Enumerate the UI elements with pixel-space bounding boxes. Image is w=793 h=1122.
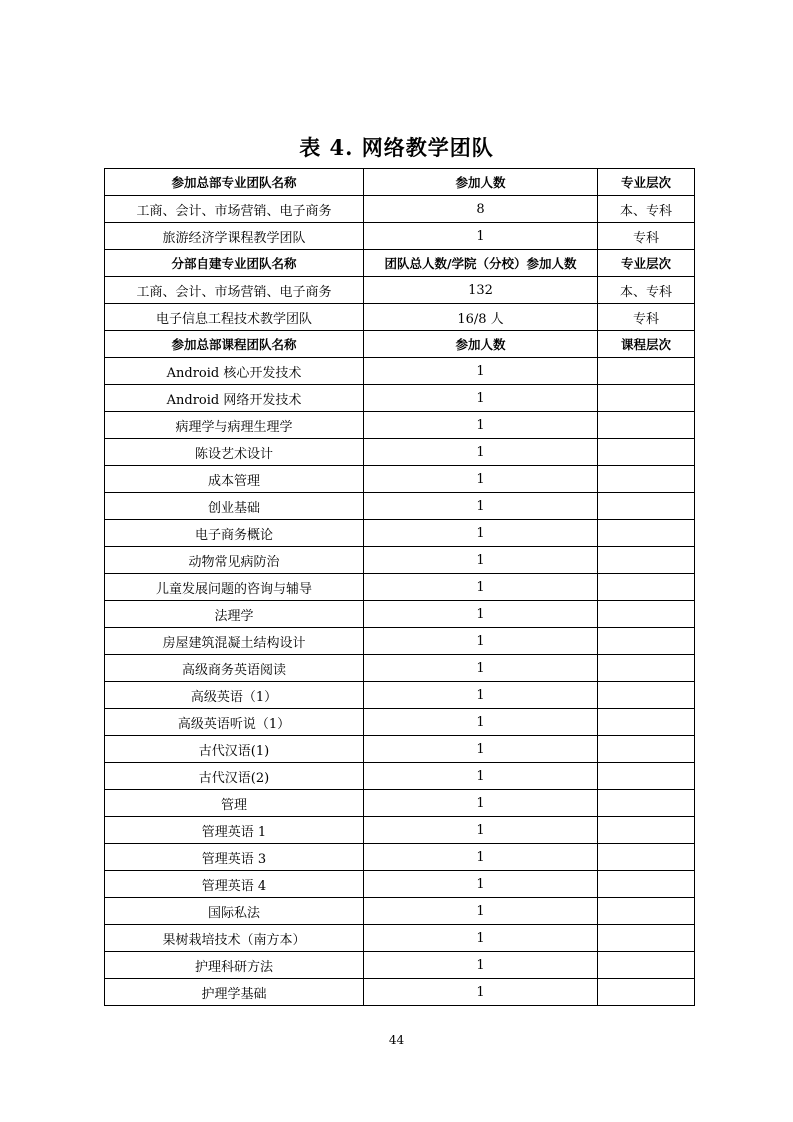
section-header-row [105, 169, 695, 196]
column-header: 参加人数 [364, 169, 598, 196]
table-cell [598, 628, 695, 655]
table-cell: Android 网络开发技术 [105, 385, 364, 412]
column-header: 专业层次 [598, 169, 695, 196]
table-row [105, 952, 695, 979]
table-cell [598, 547, 695, 574]
table-cell: 高级英语听说（1） [105, 709, 364, 736]
table-cell: 本、专科 [598, 196, 695, 223]
table-cell: 电子商务概论 [105, 520, 364, 547]
table-cell: 工商、会计、市场营销、电子商务 [105, 277, 364, 304]
table-cell [598, 358, 695, 385]
table-cell [598, 979, 695, 1006]
table-cell: 1 [364, 682, 598, 709]
column-header: 分部自建专业团队名称 [105, 250, 364, 277]
table-cell: 创业基础 [105, 493, 364, 520]
table-cell: 1 [364, 628, 598, 655]
table-cell: 1 [364, 493, 598, 520]
table-cell: 1 [364, 736, 598, 763]
table-cell: 成本管理 [105, 466, 364, 493]
table-row [105, 358, 695, 385]
table-cell: Android 核心开发技术 [105, 358, 364, 385]
table-row [105, 790, 695, 817]
column-header: 参加人数 [364, 331, 598, 358]
table-cell: 1 [364, 601, 598, 628]
table-row [105, 925, 695, 952]
table-cell: 本、专科 [598, 277, 695, 304]
table-row [105, 304, 695, 331]
table-cell: 工商、会计、市场营销、电子商务 [105, 196, 364, 223]
table-title: 表 4. 网络教学团队 [299, 135, 494, 160]
table-cell: 1 [364, 844, 598, 871]
table-cell [598, 763, 695, 790]
table-cell: 1 [364, 709, 598, 736]
table-cell [598, 439, 695, 466]
table-cell: 果树栽培技术（南方本） [105, 925, 364, 952]
table-cell: 1 [364, 466, 598, 493]
table-row [105, 466, 695, 493]
table-cell [598, 925, 695, 952]
table-row [105, 979, 695, 1006]
table-cell: 护理科研方法 [105, 952, 364, 979]
table-cell: 1 [364, 655, 598, 682]
table-cell [598, 385, 695, 412]
table-cell: 病理学与病理生理学 [105, 412, 364, 439]
table-cell [598, 790, 695, 817]
table-cell: 专科 [598, 304, 695, 331]
table-row [105, 844, 695, 871]
table-cell: 古代汉语(1) [105, 736, 364, 763]
table-cell [598, 844, 695, 871]
table-cell [598, 817, 695, 844]
table-row [105, 493, 695, 520]
table-cell: 房屋建筑混凝土结构设计 [105, 628, 364, 655]
table-cell: 1 [364, 385, 598, 412]
table-cell: 专科 [598, 223, 695, 250]
table-cell: 管理英语 4 [105, 871, 364, 898]
column-header: 团队总人数/学院（分校）参加人数 [364, 250, 598, 277]
table-row [105, 520, 695, 547]
table-cell [598, 898, 695, 925]
table-cell: 1 [364, 925, 598, 952]
table-cell: 高级英语（1） [105, 682, 364, 709]
table-cell [598, 952, 695, 979]
table-row [105, 196, 695, 223]
column-header: 参加总部课程团队名称 [105, 331, 364, 358]
table-cell: 16/8 人 [364, 304, 598, 331]
page-number: 44 [388, 1033, 405, 1047]
table-row [105, 601, 695, 628]
table-cell: 1 [364, 871, 598, 898]
table-row [105, 655, 695, 682]
section-header-row [105, 331, 695, 358]
table-row [105, 277, 695, 304]
table-row [105, 385, 695, 412]
table-cell: 1 [364, 574, 598, 601]
table-row [105, 223, 695, 250]
table-cell: 法理学 [105, 601, 364, 628]
table-cell [598, 412, 695, 439]
table-cell: 1 [364, 763, 598, 790]
table-cell: 管理英语 3 [105, 844, 364, 871]
table-cell: 陈设艺术设计 [105, 439, 364, 466]
table-cell: 1 [364, 952, 598, 979]
column-header: 参加总部专业团队名称 [105, 169, 364, 196]
table-row [105, 547, 695, 574]
table-cell: 1 [364, 412, 598, 439]
table-cell: 管理 [105, 790, 364, 817]
table-cell: 国际私法 [105, 898, 364, 925]
table-cell: 1 [364, 223, 598, 250]
table-cell: 1 [364, 439, 598, 466]
table-cell: 古代汉语(2) [105, 763, 364, 790]
table-cell: 1 [364, 979, 598, 1006]
table-cell: 电子信息工程技术教学团队 [105, 304, 364, 331]
column-header: 专业层次 [598, 250, 695, 277]
section-header-row [105, 250, 695, 277]
table-cell: 管理英语 1 [105, 817, 364, 844]
table-row [105, 439, 695, 466]
table-cell: 1 [364, 898, 598, 925]
table-cell: 动物常见病防治 [105, 547, 364, 574]
table-row [105, 898, 695, 925]
table-cell [598, 655, 695, 682]
column-header: 课程层次 [598, 331, 695, 358]
table-row [105, 574, 695, 601]
table-cell: 旅游经济学课程教学团队 [105, 223, 364, 250]
table-cell [598, 601, 695, 628]
table-cell: 高级商务英语阅读 [105, 655, 364, 682]
table-cell [598, 709, 695, 736]
table-row [105, 709, 695, 736]
table-cell: 1 [364, 358, 598, 385]
table-cell [598, 493, 695, 520]
table-cell: 1 [364, 790, 598, 817]
table-cell: 1 [364, 547, 598, 574]
table-row [105, 628, 695, 655]
table-cell: 132 [364, 277, 598, 304]
table-cell [598, 466, 695, 493]
network-teaching-team-table [104, 168, 695, 1006]
table-cell: 儿童发展问题的咨询与辅导 [105, 574, 364, 601]
table-row [105, 682, 695, 709]
table-cell [598, 682, 695, 709]
table-cell [598, 574, 695, 601]
table-cell [598, 736, 695, 763]
table-cell: 8 [364, 196, 598, 223]
table-row [105, 736, 695, 763]
table-row [105, 763, 695, 790]
table-row [105, 412, 695, 439]
table-cell [598, 520, 695, 547]
table-cell: 1 [364, 817, 598, 844]
table-cell: 1 [364, 520, 598, 547]
table-row [105, 817, 695, 844]
table-row [105, 871, 695, 898]
table-cell [598, 871, 695, 898]
table-cell: 护理学基础 [105, 979, 364, 1006]
